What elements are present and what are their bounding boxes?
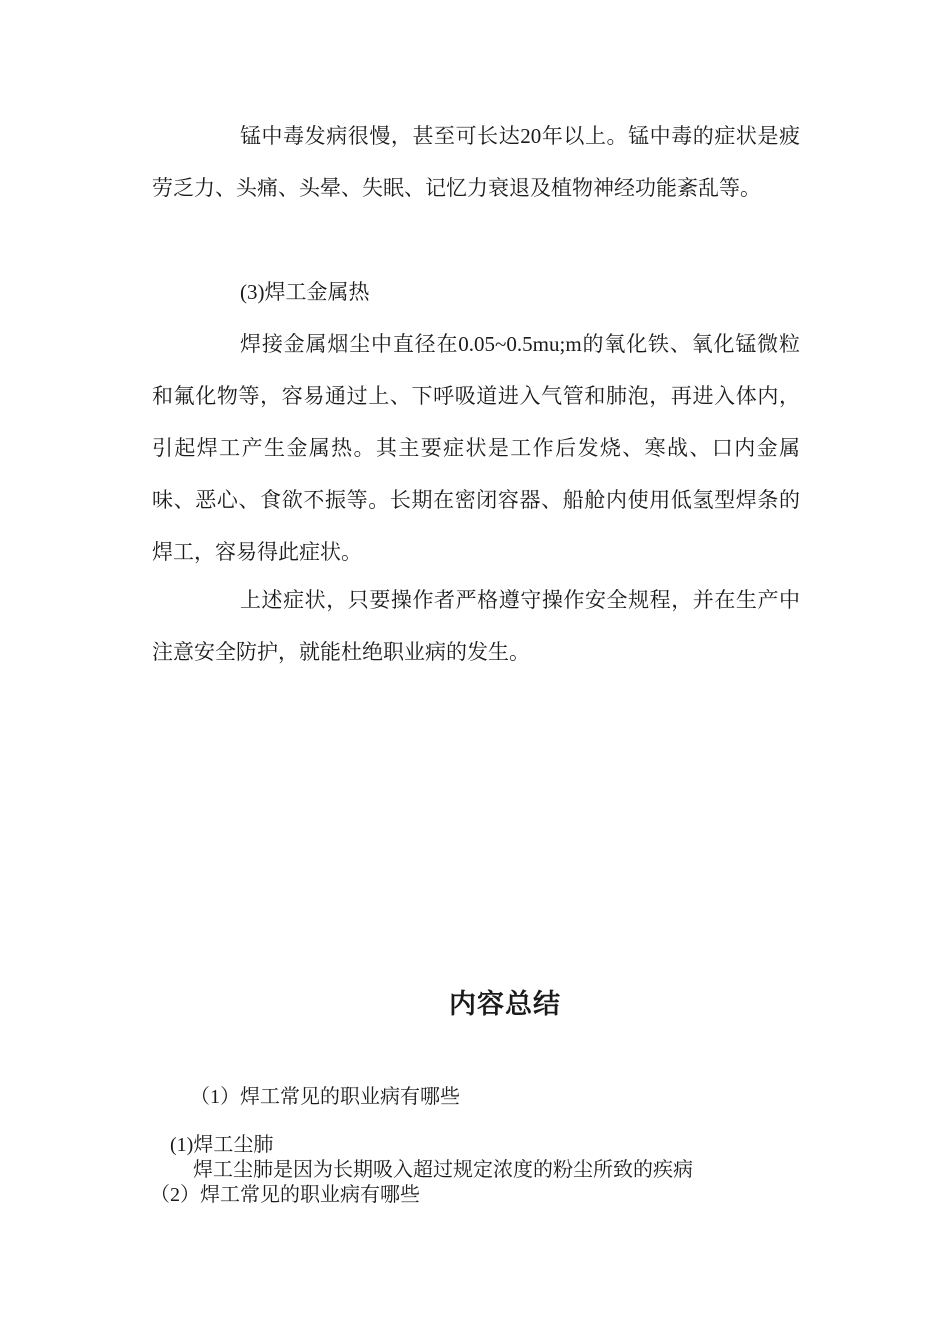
paragraph-metal-fever: 焊接金属烟尘中直径在0.05~0.5mu;m的氧化铁、氧化锰微粒和氟化物等，容易通过上、下呼吸道进入气管和肺泡，再进入体内，引起焊工产生金属热。其主要症状是工作后发烧、寒战、口内金属味、恶心、食欲不振等。长期在密闭容器、船舱内使用低氢型焊条的焊工，容易得此症状。 bbox=[152, 332, 800, 564]
summary-item-3: 焊工尘肺是因为长期吸入超过规定浓度的粉尘所致的疾病 bbox=[193, 1159, 693, 1181]
summary-item-4: （2）焊工常见的职业病有哪些 bbox=[150, 1184, 420, 1206]
paragraph-prevention: 上述症状，只要操作者严格遵守操作安全规程，并在生产中注意安全防护，就能杜绝职业病的发生。 bbox=[152, 588, 800, 664]
summary-item-2: (1)焊工尘肺 bbox=[170, 1134, 274, 1156]
section-heading-metal-fever: (3)焊工金属热 bbox=[240, 280, 370, 304]
summary-title: 内容总结 bbox=[449, 989, 561, 1019]
paragraph-manganese-poisoning: 锰中毒发病很慢，甚至可长达20年以上。锰中毒的症状是疲劳乏力、头痛、头晕、失眠、记忆力衰退及植物神经功能紊乱等。 bbox=[152, 124, 800, 200]
summary-item-1: （1）焊工常见的职业病有哪些 bbox=[190, 1086, 460, 1108]
